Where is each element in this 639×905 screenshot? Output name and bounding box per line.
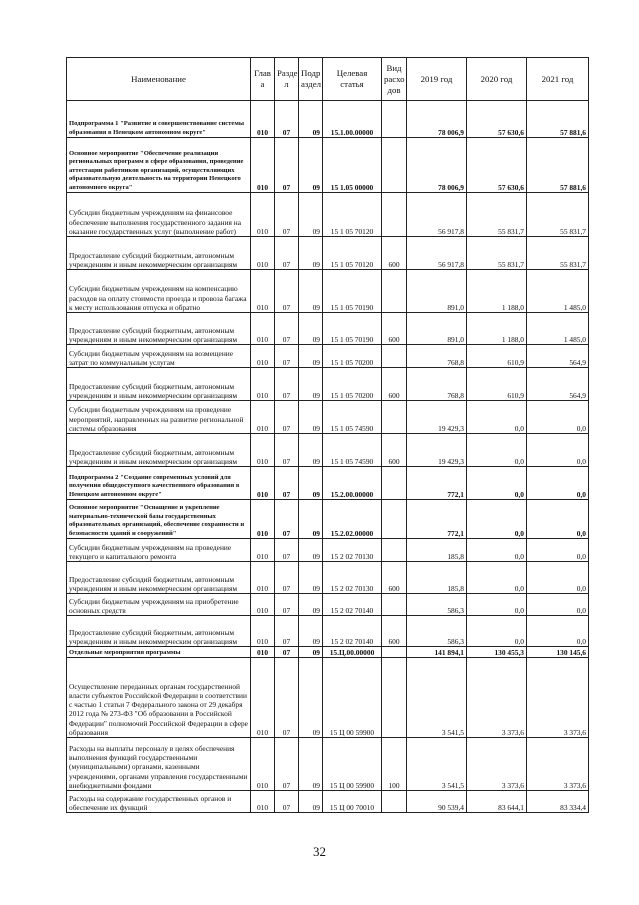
cell-2021: 55 831,7 (527, 193, 589, 237)
table-row (67, 500, 589, 539)
cell-expense-type (382, 193, 407, 237)
cell-podrazdel: 09 (299, 270, 323, 313)
cell-2020: 0,0 (467, 562, 527, 594)
cell-razdel: 07 (275, 616, 299, 647)
cell-podrazdel: 09 (299, 791, 323, 813)
cell-2019: 141 894,1 (407, 647, 467, 658)
header-article: Целевая статья (323, 58, 382, 101)
cell-article: 15.1.00.00000 (323, 101, 382, 138)
cell-glava: 010 (251, 313, 275, 345)
cell-2021: 0,0 (527, 500, 589, 539)
cell-podrazdel: 09 (299, 401, 323, 434)
cell-podrazdel: 09 (299, 647, 323, 658)
header-2021: 2021 год (527, 58, 589, 101)
cell-expense-type (382, 270, 407, 313)
cell-name: Отдельные мероприятия программы (67, 647, 251, 658)
cell-2019: 185,8 (407, 562, 467, 594)
cell-2021: 0,0 (527, 594, 589, 616)
cell-glava: 010 (251, 594, 275, 616)
table-row (67, 401, 589, 434)
cell-2019: 772,1 (407, 500, 467, 539)
cell-2020: 57 630,6 (467, 101, 527, 138)
table-row (67, 738, 589, 791)
cell-expense-type: 600 (382, 434, 407, 467)
cell-2020: 0,0 (467, 500, 527, 539)
table-row (67, 138, 589, 193)
cell-2021: 3 373,6 (527, 738, 589, 791)
cell-name: Субсидии бюджетным учреждениям на проведение мероприятий, направленных на развитие региональной системы образования (67, 401, 251, 434)
cell-razdel: 07 (275, 500, 299, 539)
cell-2020: 0,0 (467, 539, 527, 562)
cell-glava: 010 (251, 647, 275, 658)
cell-expense-type (382, 539, 407, 562)
cell-2019: 3 541,5 (407, 738, 467, 791)
cell-razdel: 07 (275, 401, 299, 434)
cell-podrazdel: 09 (299, 345, 323, 368)
cell-glava: 010 (251, 616, 275, 647)
cell-glava: 010 (251, 237, 275, 270)
table-row (67, 647, 589, 658)
cell-2020: 610,9 (467, 368, 527, 401)
cell-2019: 586,3 (407, 616, 467, 647)
cell-podrazdel: 09 (299, 138, 323, 193)
cell-2019: 19 429,3 (407, 434, 467, 467)
cell-expense-type: 600 (382, 616, 407, 647)
header-expense-type: Вид расхо дов (382, 58, 407, 101)
header-podrazdel: Подр аздел (299, 58, 323, 101)
cell-expense-type (382, 401, 407, 434)
cell-2021: 0,0 (527, 401, 589, 434)
cell-expense-type (382, 500, 407, 539)
cell-2021: 0,0 (527, 616, 589, 647)
cell-2020: 83 644,1 (467, 791, 527, 813)
cell-2021: 57 881,6 (527, 138, 589, 193)
cell-article: 15 2 02 70140 (323, 616, 382, 647)
table-row (67, 467, 589, 500)
table-row (67, 658, 589, 738)
cell-2020: 55 831,7 (467, 237, 527, 270)
cell-2020: 0,0 (467, 467, 527, 500)
cell-glava: 010 (251, 193, 275, 237)
cell-2021: 55 831,7 (527, 237, 589, 270)
cell-podrazdel: 09 (299, 539, 323, 562)
cell-2020: 0,0 (467, 401, 527, 434)
cell-2020: 1 188,0 (467, 313, 527, 345)
cell-glava: 010 (251, 138, 275, 193)
header-name: Наименование (67, 58, 251, 101)
cell-2019: 3 541,5 (407, 658, 467, 738)
table-row (67, 237, 589, 270)
cell-expense-type: 100 (382, 738, 407, 791)
table-header-row (67, 58, 589, 101)
cell-article: 15 1 05 70200 (323, 368, 382, 401)
cell-glava: 010 (251, 500, 275, 539)
cell-glava: 010 (251, 101, 275, 138)
cell-name: Предоставление субсидий бюджетным, автономным учреждениям и иным некоммерческим организациям (67, 616, 251, 647)
cell-expense-type (382, 138, 407, 193)
cell-expense-type: 600 (382, 562, 407, 594)
cell-podrazdel: 09 (299, 616, 323, 647)
cell-name: Субсидии бюджетным учреждениям на компенсацию расходов на оплату стоимости проезда и провоза багажа к месту использования отпуска и обратно (67, 270, 251, 313)
cell-glava: 010 (251, 658, 275, 738)
table-row (67, 270, 589, 313)
cell-2019: 768,8 (407, 345, 467, 368)
table-row (67, 313, 589, 345)
cell-name: Осуществление переданных органам государственной власти субъектов Российской Федерации в соответствии с частью 1 статьи 7 Федерального закона от 29 декабря 2012 года № 273-ФЗ "Об образовании в Российской Федерации" полномочий Российской Федерации в сфере образования (67, 658, 251, 738)
table-row (67, 539, 589, 562)
table-row (67, 616, 589, 647)
cell-name: Субсидии бюджетным учреждениям на проведение текущего и капитального ремонта (67, 539, 251, 562)
cell-name: Основное мероприятие "Обеспечение реализации региональных программ в сфере образования, проведение аттестации работников организаций, осуществляющих образовательную деятельность на территории Ненецкого автономного округа" (67, 138, 251, 193)
cell-name: Предоставление субсидий бюджетным, автономным учреждениям и иным некоммерческим организациям (67, 434, 251, 467)
cell-glava: 010 (251, 401, 275, 434)
cell-2021: 564,9 (527, 368, 589, 401)
cell-podrazdel: 09 (299, 500, 323, 539)
cell-razdel: 07 (275, 647, 299, 658)
cell-article: 15 1 05 74590 (323, 401, 382, 434)
table-body (67, 101, 589, 813)
cell-2019: 891,0 (407, 270, 467, 313)
cell-article: 15 1 05 74590 (323, 434, 382, 467)
cell-expense-type (382, 467, 407, 500)
cell-razdel: 07 (275, 101, 299, 138)
cell-glava: 010 (251, 467, 275, 500)
cell-2020: 57 630,6 (467, 138, 527, 193)
table-row (67, 594, 589, 616)
cell-name: Субсидии бюджетным учреждениям на возмещение затрат по коммунальным услугам (67, 345, 251, 368)
cell-2019: 19 429,3 (407, 401, 467, 434)
cell-2021: 1 485,0 (527, 313, 589, 345)
cell-article: 15 2 02 70140 (323, 594, 382, 616)
cell-2021: 0,0 (527, 434, 589, 467)
cell-name: Подпрограмма 1 "Развитие и совершенствование системы образования в Ненецком автономном округе" (67, 101, 251, 138)
cell-razdel: 07 (275, 594, 299, 616)
cell-glava: 010 (251, 738, 275, 791)
cell-2020: 610,9 (467, 345, 527, 368)
cell-2019: 768,8 (407, 368, 467, 401)
cell-2021: 83 334,4 (527, 791, 589, 813)
cell-podrazdel: 09 (299, 434, 323, 467)
cell-razdel: 07 (275, 345, 299, 368)
cell-glava: 010 (251, 368, 275, 401)
cell-glava: 010 (251, 539, 275, 562)
cell-2021: 130 145,6 (527, 647, 589, 658)
cell-2021: 0,0 (527, 539, 589, 562)
cell-glava: 010 (251, 345, 275, 368)
cell-2021: 0,0 (527, 562, 589, 594)
cell-name: Подпрограмма 2 "Создание современных условий для получения общедоступного качественного образования в Ненецком автономном округе" (67, 467, 251, 500)
cell-article: 15 2 02 70130 (323, 562, 382, 594)
cell-article: 15 Ц 00 59900 (323, 738, 382, 791)
cell-expense-type: 600 (382, 237, 407, 270)
table-row (67, 434, 589, 467)
cell-razdel: 07 (275, 467, 299, 500)
table-row (67, 562, 589, 594)
cell-article: 15 1 05 70120 (323, 193, 382, 237)
table-row (67, 101, 589, 138)
cell-article: 15.Ц.00.00000 (323, 647, 382, 658)
cell-2019: 772,1 (407, 467, 467, 500)
cell-podrazdel: 09 (299, 313, 323, 345)
cell-2019: 78 006,9 (407, 138, 467, 193)
cell-article: 15 1.05 00000 (323, 138, 382, 193)
cell-podrazdel: 09 (299, 738, 323, 791)
cell-razdel: 07 (275, 791, 299, 813)
cell-article: 15 1 05 70120 (323, 237, 382, 270)
budget-table (66, 57, 589, 813)
cell-article: 15 Ц 00 70010 (323, 791, 382, 813)
cell-article: 15 1 05 70190 (323, 270, 382, 313)
cell-2020: 0,0 (467, 594, 527, 616)
cell-expense-type (382, 791, 407, 813)
cell-2019: 891,0 (407, 313, 467, 345)
cell-name: Расходы на выплаты персоналу в целях обеспечения выполнения функций государственными (муниципальными) органами, казенными учреждениями, органами управления государственными внебюджетными фондами (67, 738, 251, 791)
cell-2020: 55 831,7 (467, 193, 527, 237)
cell-glava: 010 (251, 562, 275, 594)
cell-podrazdel: 09 (299, 237, 323, 270)
cell-expense-type (382, 658, 407, 738)
cell-article: 15 1 05 70200 (323, 345, 382, 368)
cell-razdel: 07 (275, 237, 299, 270)
cell-razdel: 07 (275, 193, 299, 237)
cell-razdel: 07 (275, 539, 299, 562)
cell-razdel: 07 (275, 738, 299, 791)
cell-podrazdel: 09 (299, 101, 323, 138)
cell-name: Субсидии бюджетным учреждениям на финансовое обеспечение выполнения государственного задания на оказание государственных услуг (выполнение работ) (67, 193, 251, 237)
cell-razdel: 07 (275, 658, 299, 738)
cell-article: 15.2.02.00000 (323, 500, 382, 539)
cell-name: Предоставление субсидий бюджетным, автономным учреждениям и иным некоммерческим организациям (67, 237, 251, 270)
cell-glava: 010 (251, 434, 275, 467)
cell-razdel: 07 (275, 368, 299, 401)
cell-podrazdel: 09 (299, 368, 323, 401)
cell-article: 15 2 02 70130 (323, 539, 382, 562)
header-2019: 2019 год (407, 58, 467, 101)
cell-expense-type: 600 (382, 368, 407, 401)
cell-2019: 586,3 (407, 594, 467, 616)
cell-name: Расходы на содержание государственных органов и обеспечение их функций (67, 791, 251, 813)
cell-expense-type: 600 (382, 313, 407, 345)
cell-name: Субсидии бюджетным учреждениям на приобретение основных средств (67, 594, 251, 616)
cell-2021: 0,0 (527, 467, 589, 500)
cell-podrazdel: 09 (299, 658, 323, 738)
cell-razdel: 07 (275, 562, 299, 594)
cell-expense-type (382, 345, 407, 368)
cell-razdel: 07 (275, 313, 299, 345)
cell-2020: 1 188,0 (467, 270, 527, 313)
cell-podrazdel: 09 (299, 467, 323, 500)
table-row (67, 345, 589, 368)
cell-2020: 3 373,6 (467, 658, 527, 738)
cell-2019: 78 006,9 (407, 101, 467, 138)
cell-2019: 90 539,4 (407, 791, 467, 813)
cell-expense-type (382, 101, 407, 138)
cell-razdel: 07 (275, 270, 299, 313)
cell-2020: 3 373,6 (467, 738, 527, 791)
table-row (67, 368, 589, 401)
header-razdel: Разде л (275, 58, 299, 101)
table-row (67, 791, 589, 813)
cell-2020: 0,0 (467, 434, 527, 467)
cell-2021: 57 881,6 (527, 101, 589, 138)
cell-2021: 3 373,6 (527, 658, 589, 738)
cell-podrazdel: 09 (299, 594, 323, 616)
cell-2019: 56 917,8 (407, 193, 467, 237)
cell-podrazdel: 09 (299, 562, 323, 594)
cell-name: Предоставление субсидий бюджетным, автономным учреждениям и иным некоммерческим организациям (67, 313, 251, 345)
cell-2019: 185,8 (407, 539, 467, 562)
cell-2020: 0,0 (467, 616, 527, 647)
cell-2019: 56 917,8 (407, 237, 467, 270)
cell-expense-type (382, 594, 407, 616)
cell-expense-type (382, 647, 407, 658)
header-glava: Глав а (251, 58, 275, 101)
cell-razdel: 07 (275, 138, 299, 193)
cell-glava: 010 (251, 270, 275, 313)
cell-article: 15 1 05 70190 (323, 313, 382, 345)
cell-article: 15.2.00.00000 (323, 467, 382, 500)
table-row (67, 193, 589, 237)
cell-name: Предоставление субсидий бюджетным, автономным учреждениям и иным некоммерческим организациям (67, 368, 251, 401)
cell-2021: 564,9 (527, 345, 589, 368)
cell-name: Предоставление субсидий бюджетным, автономным учреждениям и иным некоммерческим организациям (67, 562, 251, 594)
header-2020: 2020 год (467, 58, 527, 101)
cell-2021: 1 485,0 (527, 270, 589, 313)
cell-name: Основное мероприятие "Оснащение и укрепление материально-технической базы государственных образовательных организаций, обеспечение сохранности и безопасности зданий и сооружений" (67, 500, 251, 539)
cell-glava: 010 (251, 791, 275, 813)
cell-article: 15 Ц 00 59900 (323, 658, 382, 738)
cell-razdel: 07 (275, 434, 299, 467)
cell-podrazdel: 09 (299, 193, 323, 237)
page-number: 32 (313, 844, 326, 859)
cell-2020: 130 455,3 (467, 647, 527, 658)
